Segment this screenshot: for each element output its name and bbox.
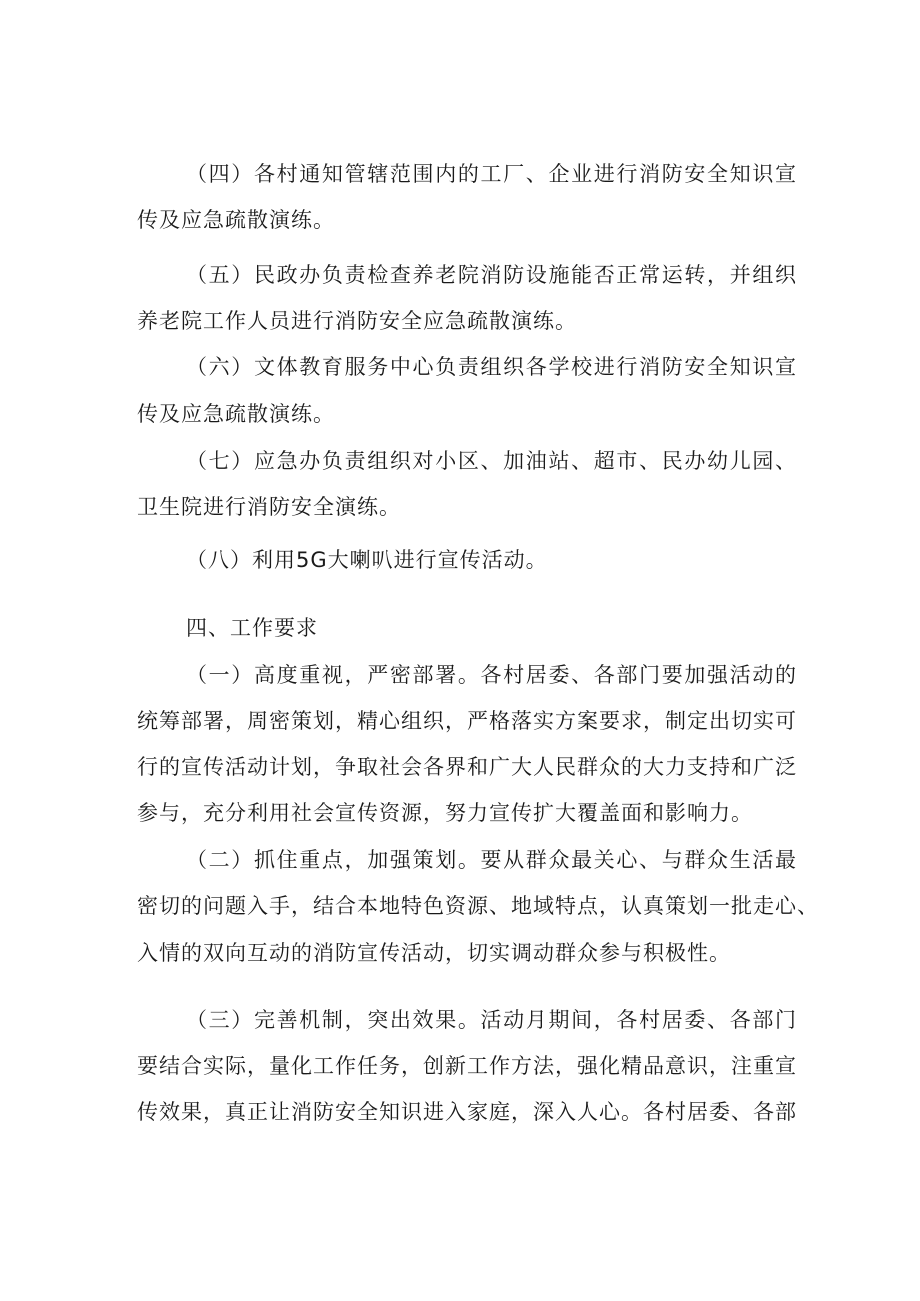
paragraph-line: （三）完善机制，突出效果。活动月期间，各村居委、各部门 xyxy=(186,1008,797,1032)
paragraph-line: （七）应急办负责组织对小区、加油站、超市、民办幼儿园、 xyxy=(186,449,797,473)
paragraph-line: （八）利用5G大喇叭进行宣传活动。 xyxy=(186,548,548,572)
paragraph-line: （五）民政办负责检查养老院消防设施能否正常运转，并组织 xyxy=(186,263,797,287)
paragraph-line: （六）文体教育服务中心负责组织各学校进行消防安全知识宣 xyxy=(186,355,797,379)
paragraph-line: （四）各村通知管辖范围内的工厂、企业进行消防安全知识宣 xyxy=(186,162,797,186)
paragraph-line: 统筹部署，周密策划，精心组织，严格落实方案要求，制定出切实可 xyxy=(137,709,797,733)
paragraph-line: （二）抓住重点，加强策划。要从群众最关心、与群众生活最 xyxy=(186,848,797,872)
paragraph-line: 行的宣传活动计划，争取社会各界和广大人民群众的大力支持和广泛 xyxy=(137,755,797,779)
paragraph-line: （一）高度重视，严密部署。各村居委、各部门要加强活动的 xyxy=(186,663,797,687)
paragraph-line: 要结合实际，量化工作任务，创新工作方法，强化精品意识，注重宣 xyxy=(137,1054,797,1078)
paragraph-line: 入情的双向互动的消防宣传活动，切实调动群众参与积极性。 xyxy=(137,941,731,965)
paragraph-line: 传效果，真正让消防安全知识进入家庭，深入人心。各村居委、各部 xyxy=(137,1100,797,1124)
paragraph-line: 传及应急疏散演练。 xyxy=(137,402,335,426)
paragraph-line: 卫生院进行消防安全演练。 xyxy=(137,495,401,519)
paragraph-line: 养老院工作人员进行消防安全应急疏散演练。 xyxy=(137,309,577,333)
paragraph-line: 密切的问题入手，结合本地特色资源、地域特点，认真策划一批走心、 xyxy=(137,894,819,918)
section-heading: 四、工作要求 xyxy=(186,616,318,640)
paragraph-line: 传及应急疏散演练。 xyxy=(137,208,335,232)
paragraph-line: 参与，充分利用社会宣传资源，努力宣传扩大覆盖面和影响力。 xyxy=(137,801,753,825)
